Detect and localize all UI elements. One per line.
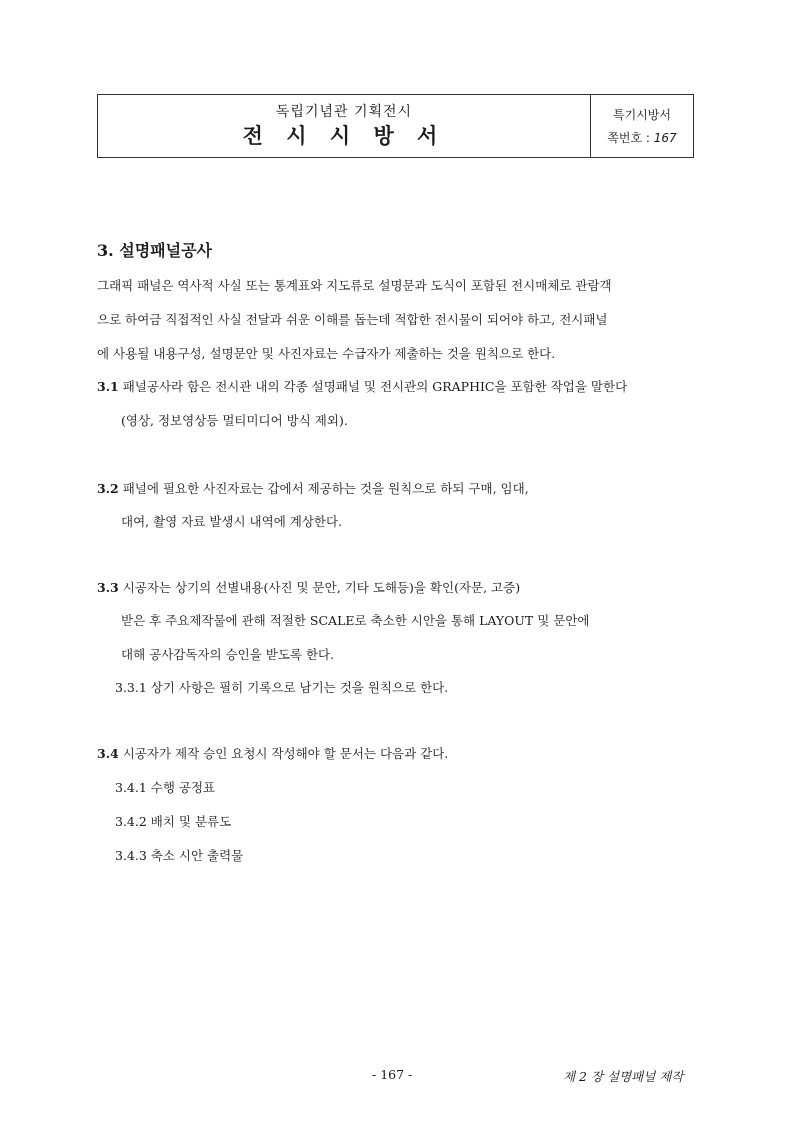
intro-line-3: 에 사용될 내용구성, 설명문안 및 사진자료는 수급자가 제출하는 것을 원칙으로 한다. bbox=[97, 346, 556, 361]
item-3-3-1: 3.3.1 상기 사항은 필히 기록으로 남기는 것을 원칙으로 한다. bbox=[115, 680, 449, 695]
page-number-label bbox=[607, 129, 676, 146]
page-number-value: 167 bbox=[653, 131, 677, 145]
item-3-4-line bbox=[97, 745, 448, 763]
item-text: 시공자가 제작 승인 요청시 작성해야 할 문서는 다음과 같다. bbox=[118, 746, 449, 761]
item-3-4-2: 3.4.2 배치 및 분류도 bbox=[115, 814, 232, 829]
document-header bbox=[97, 94, 694, 158]
header-subtitle: 독립기념관 기획전시 bbox=[275, 104, 413, 120]
item-3-3-cont-1: 받은 후 주요제작물에 관해 적절한 SCALE로 축소한 시안을 통해 LAYOUT 및 문안에 bbox=[121, 613, 590, 628]
item-number: 3.3 bbox=[97, 580, 119, 595]
item-number: 3.1 bbox=[97, 379, 119, 394]
item-3-1-cont: (영상, 정보영상등 멀티미디어 방식 제외). bbox=[121, 413, 348, 428]
item-text: 시공자는 상기의 선별내용(사진 및 문안, 기타 도해등)을 확인(자문, 고증) bbox=[118, 580, 521, 595]
header-title-cell bbox=[98, 95, 591, 157]
item-3-4-3: 3.4.3 축소 시안 출력물 bbox=[115, 848, 244, 863]
item-3-4-1: 3.4.1 수행 공정표 bbox=[115, 780, 216, 795]
item-3-2-cont: 대여, 촬영 자료 발생시 내역에 계상한다. bbox=[121, 514, 343, 529]
spec-type-label: 특기시방서 bbox=[613, 108, 671, 122]
header-info-cell bbox=[591, 95, 693, 157]
item-3-2-line bbox=[97, 480, 529, 498]
footer-page-number: - 167 - bbox=[372, 1067, 413, 1082]
section-heading: 3. 설명패널공사 bbox=[97, 241, 213, 260]
item-3-3-line bbox=[97, 579, 520, 597]
item-3-3-cont-2: 대해 공사감독자의 승인을 받도록 한다. bbox=[121, 647, 335, 662]
header-title: 전 시 시 방 서 bbox=[242, 124, 446, 148]
item-number: 3.4 bbox=[97, 746, 119, 761]
intro-line-1: 그래픽 패널은 역사적 사실 또는 통계표와 지도류로 설명문과 도식이 포함된 전시매체로 관람객 bbox=[97, 278, 612, 293]
intro-line-2: 으로 하여금 직접적인 사실 전달과 쉬운 이해를 돕는데 적합한 전시물이 되어야 하고, 전시패널 bbox=[97, 312, 608, 327]
footer-chapter-title: 제 2 장 설명패널 제작 bbox=[563, 1069, 684, 1084]
item-text: 패널에 필요한 사진자료는 갑에서 제공하는 것을 원칙으로 하되 구매, 임대, bbox=[118, 481, 529, 496]
item-3-1-line bbox=[97, 378, 627, 396]
item-text: 패널공사라 함은 전시관 내의 각종 설명패널 및 전시관의 GRAPHIC을 포함한 작업을 말한다 bbox=[118, 379, 628, 394]
page-number-prefix: 쪽번호 : bbox=[607, 131, 654, 145]
item-number: 3.2 bbox=[97, 481, 119, 496]
